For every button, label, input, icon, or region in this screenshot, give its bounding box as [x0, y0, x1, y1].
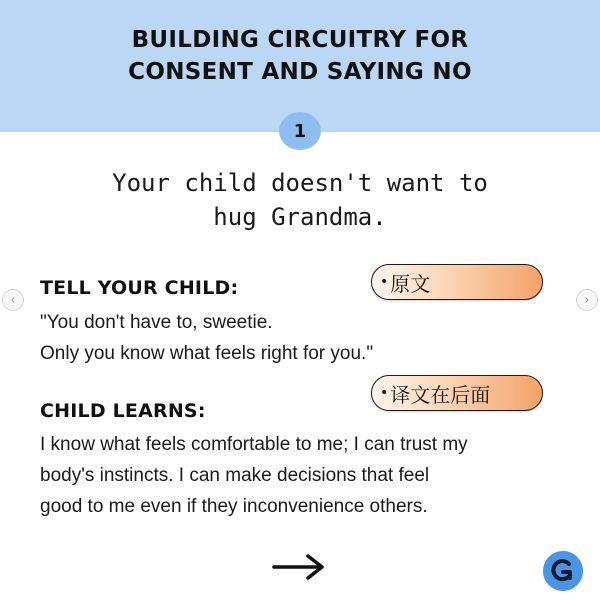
scenario-text [0, 166, 600, 234]
chevron-right-icon: › [584, 292, 590, 308]
arrow-right-icon [270, 552, 328, 582]
tell-your-child-line-1: "You don't have to, sweetie. [40, 312, 273, 333]
child-learns-line-3: good to me even if they inconvenience others. [40, 496, 428, 517]
scenario-line-2: hug Grandma. [213, 203, 387, 231]
tell-your-child-quote [40, 307, 580, 369]
child-learns-text [40, 429, 580, 522]
bullet-icon: • [380, 274, 389, 290]
chevron-left-icon: ‹ [10, 292, 16, 308]
step-number-badge: 1 [279, 112, 321, 150]
scenario-line-1: Your child doesn't want to [112, 169, 488, 197]
tell-your-child-heading: TELL YOUR CHILD: [40, 277, 239, 299]
original-text-button[interactable] [371, 264, 543, 300]
translation-below-label: 译文在后面 [390, 382, 491, 407]
previous-slide-button[interactable] [2, 289, 24, 311]
bullet-icon: • [380, 385, 389, 401]
tell-your-child-line-2: Only you know what feels right for you." [40, 343, 374, 364]
slide-title-line-1: BUILDING CIRCUITRY FOR [131, 27, 469, 53]
slide-title [0, 24, 600, 88]
child-learns-heading: CHILD LEARNS: [40, 400, 206, 422]
brand-g-logo-icon [543, 551, 583, 591]
child-learns-line-2: body's instincts. I can make decisions that feel [40, 465, 430, 486]
translation-below-button[interactable] [371, 375, 543, 411]
child-learns-line-1: I know what feels comfortable to me; I can trust my [40, 434, 468, 455]
next-slide-button[interactable] [576, 289, 598, 311]
slide-title-line-2: CONSENT AND SAYING NO [128, 59, 472, 85]
original-text-label: 原文 [390, 271, 431, 296]
